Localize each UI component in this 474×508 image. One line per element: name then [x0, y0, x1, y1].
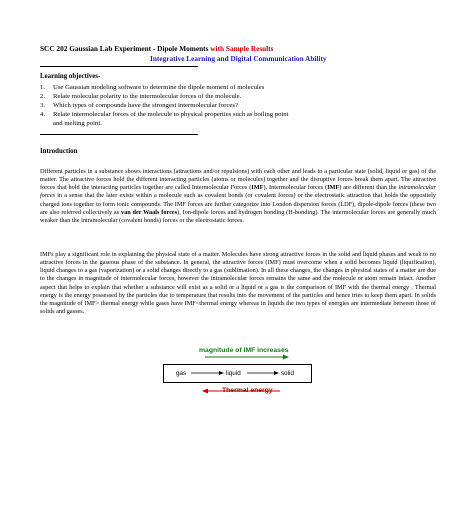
objective-item: 2. Relate molecular polarity to the intermolecular forces of the molecule. — [40, 93, 242, 100]
introduction-heading: Introduction — [40, 148, 78, 155]
imf-label: magnitude of IMF increases — [199, 347, 289, 354]
objective-item: 3. Which types of compounds have the strongest intermolecular forces? — [40, 102, 238, 109]
state-solid: solid — [281, 370, 294, 377]
title-text: SCC 202 Gaussian Lab Experiment - Dipole Moments — [40, 44, 211, 53]
imf-arrow-head — [283, 355, 289, 360]
state-liquid: liquid — [226, 370, 241, 377]
objective-item: 1. Use Gaussian modeling software to determine the dipole moment of molecules — [40, 84, 265, 91]
state-gas: gas — [176, 370, 187, 377]
intro-paragraph-2: IMFs play a significant role in explaining the physical state of a matter. Molecules have strong attractive forces in the solid and liquid phases and weak to no attractive forces in the gaseous phase of the substance. In general, the attractive forces (IMF) must overcome when a solid becomes liquid (liquification), liquid changes to a gas (vaporization) or a solid changes directly to a gas (sublimation). In all these changes, the changes in physical states of a matter are due to the changes in magnitude of intermolecular forces, however the intramolecular forces remains the same and the molecule or atom remain intact. Another aspect that helps to explain that whether a substance will exist as a solid or a liquid or a gas is the comparison of IMF with the thermal energy . Thermal energy is the energy possessed by the particles due to temperature that results into the movement of the particles and hence tries to keep them apart. In solids the magnitude of IMF> thermal energy while gases have IMF<thermal energy whereas in liquids the two types of energies are intermediate between those of solids and gasses. — [40, 251, 436, 316]
thermal-arrow-head — [202, 389, 208, 394]
document-subtitle: Integrative Learning and Digital Communication Ability — [150, 54, 327, 63]
thermal-label: Thermal energy — [222, 387, 273, 394]
objectives-heading: Learning objectives- — [40, 73, 101, 80]
objective-item: and melting point. — [53, 120, 102, 127]
intro-paragraph-1: Different particles in a substance shows interactions (attractions and/or repulsions) with each other and leads to a particular state (solid, liquid or gas) of the matter. The attractive forces hold the different interacting particles (atoms or molecules) together and the disruptive forces break them apart. The attractive forces that hold the interacting particles together are called Intermolecular Forces (IMF). Intermolecular forces (IMF) are different than the intramolecular forces in a sense that the later exists within a molecule such as covalent bonds (or covalent forces) or the electrostatic attraction that holds the oppositely charged ions together to form ionic compounds. The IMF forces are further categorize into London dispersion forces (LDF), dipole-dipole forces (these two are also referred collectively as van der Waals forces), Ion-dipole forces and hydrogen bonding (H-bonding). The intermolecular forces are generally much weaker than the intramolecular (covalent bonds) forces or the electrostatic forces. — [40, 168, 437, 224]
title-highlight: with Sample Results — [210, 44, 274, 53]
objective-item: 4. Relate intermolecular forces of the molecule to physical properties such as boiling point — [40, 111, 289, 118]
